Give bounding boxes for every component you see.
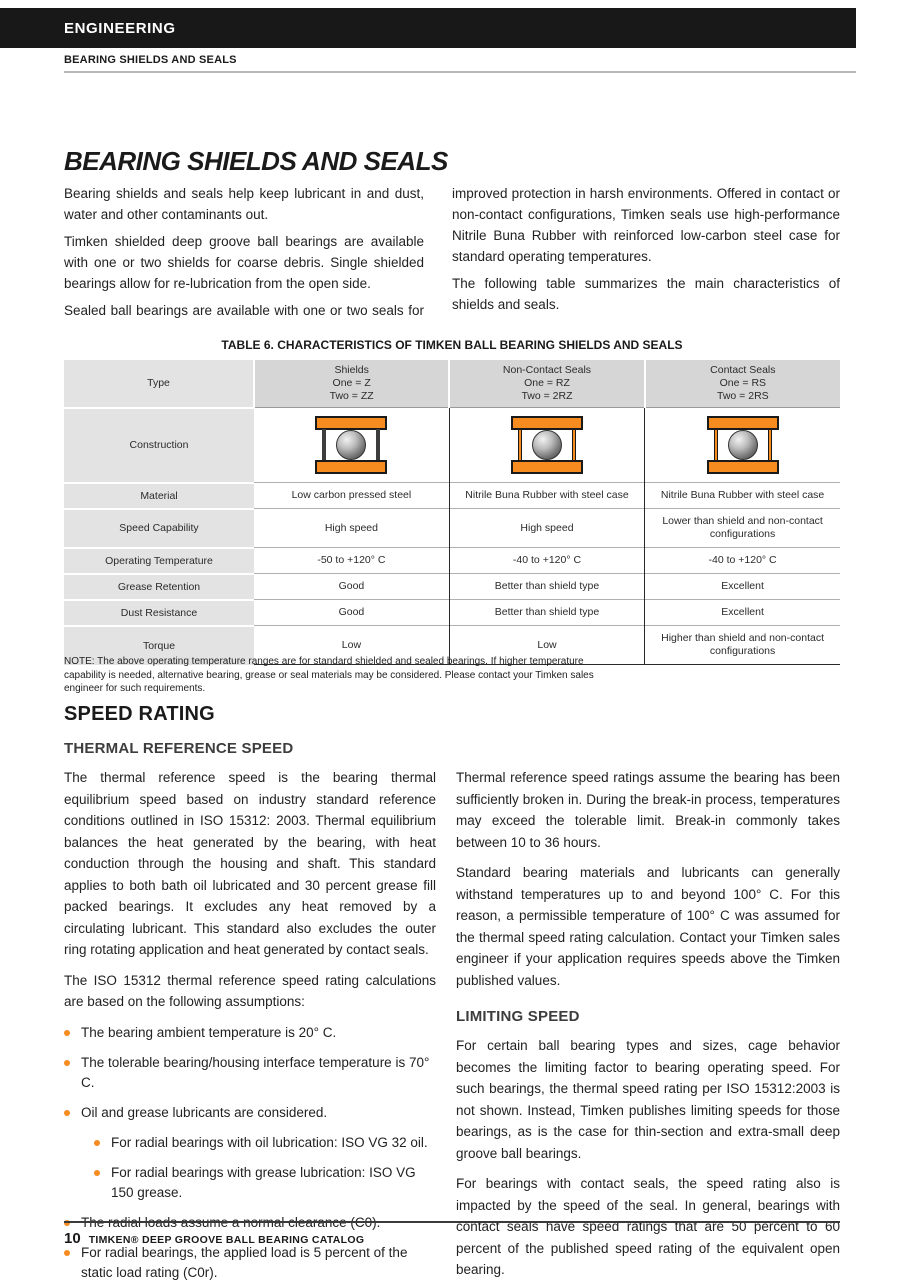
table-cell: Excellent [645, 574, 840, 600]
subheader-label: BEARING SHIELDS AND SEALS [64, 54, 237, 66]
intro-paragraph: Bearing shields and seals help keep lubricant in and dust, water and other contaminants out. [64, 186, 424, 222]
table-row-construction [64, 408, 840, 483]
footer-text: TIMKEN® DEEP GROOVE BALL BEARING CATALOG [88, 1234, 365, 1246]
table-cell: Excellent [645, 600, 840, 626]
inner-race [315, 460, 387, 474]
row-label: Speed Capability [64, 509, 254, 548]
bullet-icon [64, 1030, 70, 1036]
table-cell: Higher than shield and non-contact configurations [645, 626, 840, 665]
table-row-operating-temperature [64, 548, 840, 574]
table-cell: Good [254, 600, 449, 626]
table-header-row [64, 360, 840, 408]
bullet-icon [94, 1170, 100, 1176]
page-title: BEARING SHIELDS AND SEALS [64, 146, 448, 176]
intro-paragraph: The following table summarizes the main characteristics of shields and seals. [452, 276, 840, 312]
speed-rating-heading: SPEED RATING [64, 703, 215, 725]
table-cell: High speed [449, 509, 644, 548]
intro-paragraph: Sealed ball bearings are available with one or two seals for [64, 303, 424, 318]
row-label: Grease Retention [64, 574, 254, 600]
bearing-ball [336, 430, 366, 460]
row-label: Dust Resistance [64, 600, 254, 626]
bullet-item: For radial bearings, the applied load is 5 percent of the static load rating (C0r). [64, 1243, 436, 1280]
table-row-material [64, 483, 840, 509]
table-cell [449, 408, 644, 483]
table-row-grease-retention [64, 574, 840, 600]
contact-seal-bearing-cross-section-icon [707, 416, 779, 474]
body-paragraph: For bearings with contact seals, the speed rating also is impacted by the speed of the seal. In general, bearings with contact seals have speed ratings that are 50 percent to 60 percent of the published speed rating of the equivalent open bearing. [456, 1176, 840, 1277]
limiting-speed-heading: LIMITING SPEED [456, 1008, 580, 1025]
table-cell: Nitrile Buna Rubber with steel case [645, 483, 840, 509]
table-row-dust-resistance [64, 600, 840, 626]
table-note: NOTE: The above operating temperature ranges are for standard shielded and sealed bearings. If higher temperature capability is needed, alternative bearing, grease or seal materials may be considered. Please contact your Timken sales engineer for such requirements. [64, 656, 594, 694]
section-kicker: ENGINEERING [64, 19, 176, 37]
speed-rating-right-column [456, 767, 840, 1280]
page-subheader [64, 54, 856, 73]
subheader-rule [64, 71, 856, 73]
seal-right [768, 429, 772, 461]
page-number: 10 [64, 1230, 81, 1247]
bearing-ball [532, 430, 562, 460]
table-cell: Nitrile Buna Rubber with steel case [449, 483, 644, 509]
bullet-icon [94, 1140, 100, 1146]
table-cell [645, 408, 840, 483]
table-cell: -40 to +120° C [645, 548, 840, 574]
intro-paragraph: improved protection in harsh environments. Offered in contact or non-contact configurations, Timken seals use high-performance Nitrile Buna Rubber with reinforced low-carbon steel case for standard operating temperatures. [452, 186, 840, 264]
body-paragraph: For certain ball bearing types and sizes, cage behavior becomes the limiting factor to bearing operating speed. For such bearings, the thermal speed rating per ISO 15312:2003 is not shown. Instead, Timken publishes limiting speeds for those bearings, as is the case for thin-section and extra-small deep groove ball bearings. [456, 1038, 840, 1161]
seal-left [518, 429, 522, 461]
table-row-speed-capability [64, 509, 840, 548]
intro-left-column [64, 183, 424, 327]
seal-left [714, 429, 718, 461]
bearing-ball [728, 430, 758, 460]
body-paragraph: Thermal reference speed ratings assume the bearing has been sufficiently broken in. During the break-in process, temperatures may exceed the tolerable limit. Break-in commonly takes between 10 to 36 hours. [456, 770, 840, 850]
table-cell: Better than shield type [449, 574, 644, 600]
bullet-icon [64, 1250, 70, 1256]
bullet-item: Oil and grease lubricants are considered. [64, 1103, 436, 1123]
non-contact-seal-bearing-cross-section-icon [511, 416, 583, 474]
table-cell: -50 to +120° C [254, 548, 449, 574]
bullet-item: The bearing ambient temperature is 20° C. [64, 1023, 436, 1043]
bullet-icon [64, 1060, 70, 1066]
sub-bullet-item: For radial bearings with grease lubrication: ISO VG 150 grease. [94, 1163, 436, 1203]
table-caption: TABLE 6. CHARACTERISTICS OF TIMKEN BALL BEARING SHIELDS AND SEALS [221, 338, 683, 352]
outer-race [315, 416, 387, 430]
col-header-non-contact-seals: Non-Contact Seals One = RZ Two = 2RZ [449, 360, 644, 408]
row-label: Torque [64, 626, 254, 665]
shielded-bearing-cross-section-icon [315, 416, 387, 474]
outer-race [707, 416, 779, 430]
shields-seals-table-section [64, 338, 840, 665]
intro-paragraph: Timken shielded deep groove ball bearings are available with one or two shields for coarse debris. Single shielded bearings allow for re-lubrication from the open side. [64, 234, 424, 291]
inner-race [511, 460, 583, 474]
table-cell: Good [254, 574, 449, 600]
page-footer [64, 1221, 840, 1247]
bullet-item: The tolerable bearing/housing interface temperature is 70° C. [64, 1053, 436, 1093]
table-cell: Low carbon pressed steel [254, 483, 449, 509]
bullet-item: The radial loads assume a normal clearance (C0). [64, 1213, 436, 1233]
shield-right [376, 429, 380, 461]
seal-right [572, 429, 576, 461]
shields-seals-table [64, 360, 840, 665]
table-cell: Low [254, 626, 449, 665]
inner-race [707, 460, 779, 474]
intro-columns [64, 183, 840, 327]
body-paragraph: The thermal reference speed is the bearing thermal equilibrium speed based on industry standard reference conditions outlined in ISO 15312: 2003. Thermal equilibrium balances the heat generated by the bearing, with heat conduction through the housing and shaft. This standard applies to both bath oil lubricated and 30 percent grease fill packed bearings. It excludes any heat removed by a circulating lubricant. This standard also excludes the outer ring rotating application and heat generated by contact seals. [64, 770, 436, 957]
intro-right-column [452, 183, 840, 327]
speed-rating-left-column [64, 767, 436, 1280]
outer-race [511, 416, 583, 430]
table-cell: Low [449, 626, 644, 665]
table-cell: High speed [254, 509, 449, 548]
row-label: Material [64, 483, 254, 509]
body-paragraph: The ISO 15312 thermal reference speed rating calculations are based on the following assumptions: [64, 972, 436, 1009]
shield-left [322, 429, 326, 461]
row-label: Construction [64, 408, 254, 483]
col-header-contact-seals: Contact Seals One = RS Two = 2RS [645, 360, 840, 408]
table-cell: -40 to +120° C [449, 548, 644, 574]
table-cell [254, 408, 449, 483]
row-label: Operating Temperature [64, 548, 254, 574]
col-header-shields: Shields One = Z Two = ZZ [254, 360, 449, 408]
table-cell: Lower than shield and non-contact configurations [645, 509, 840, 548]
section-header-bar [0, 8, 856, 48]
col-header-type: Type [64, 360, 254, 408]
thermal-reference-speed-heading: THERMAL REFERENCE SPEED [64, 740, 294, 757]
body-paragraph: Standard bearing materials and lubricants can generally withstand temperatures up to and beyond 100° C. For this reason, a permissible temperature of 100° C was assumed for the thermal speed rating calculation. Contact your Timken sales engineer if your application requires speeds above the Timken published values. [456, 865, 840, 988]
bullet-icon [64, 1110, 70, 1116]
table-cell: Better than shield type [449, 600, 644, 626]
sub-bullet-item: For radial bearings with oil lubrication: ISO VG 32 oil. [94, 1133, 436, 1153]
speed-rating-columns [64, 767, 840, 1280]
